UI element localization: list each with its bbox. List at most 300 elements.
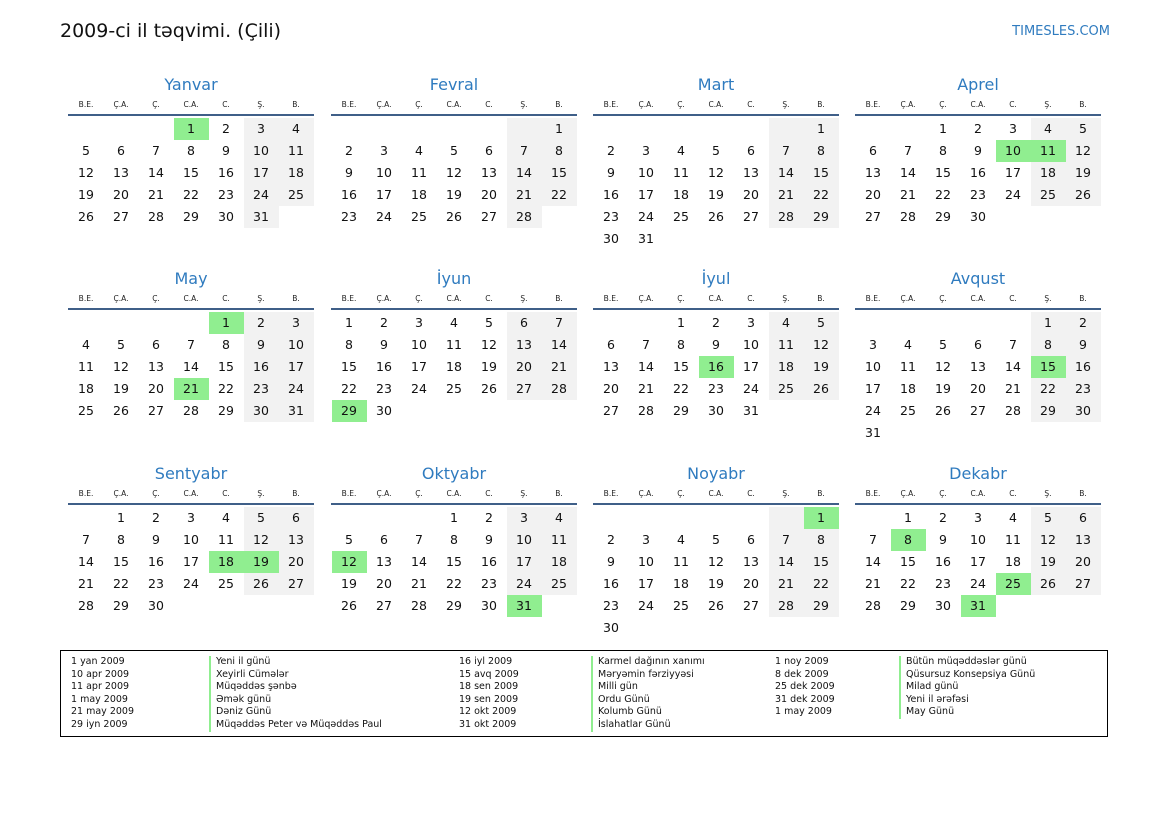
day-cell: 30 [376,403,392,418]
day-cell: 26 [708,209,724,224]
day-cell: 5 [82,143,90,158]
day-cell: 19 [1066,162,1101,184]
day-cell: 26 [244,573,279,595]
empty-day-cell [402,118,437,140]
weekday-label: C.A. [970,294,986,303]
empty-day-cell [769,507,804,529]
day-cell: 14 [183,359,199,374]
day-cell: 6 [607,337,615,352]
holiday-name: Kolumb Günü [591,706,705,719]
weekday-label: Ç. [939,100,947,109]
empty-day-cell [996,206,1031,228]
day-cell: 16 [935,554,951,569]
day-cell: 13 [865,165,881,180]
day-cell: 18 [279,162,314,184]
day-cell: 28 [1005,403,1021,418]
weekday-label: Ç. [677,100,685,109]
day-cell: 12 [78,165,94,180]
day-cell: 21 [769,184,804,206]
holiday-day-cell: 15 [1031,356,1066,378]
day-cell: 10 [638,165,654,180]
day-cell: 2 [152,510,160,525]
holiday-day-cell: 29 [332,400,367,422]
day-cell: 14 [148,165,164,180]
empty-day-cell [332,507,367,529]
month-block [68,463,314,617]
weekday-label: Ç.A. [900,489,916,498]
day-cell: 19 [804,356,839,378]
day-cell: 16 [603,576,619,591]
weekday-header [593,98,839,116]
day-cell: 23 [481,576,497,591]
weekday-label: B.E. [865,294,881,303]
day-cell: 14 [78,554,94,569]
month-name: İyul [701,269,731,288]
day-cell: 28 [183,403,199,418]
day-cell: 31 [743,403,759,418]
day-cell: 20 [507,356,542,378]
day-cell: 24 [411,381,427,396]
day-cell: 19 [341,576,357,591]
weekday-header [855,292,1101,310]
empty-day-cell [629,507,664,529]
month-block [68,74,314,228]
empty-day-cell [594,507,629,529]
weekday-label: C.A. [708,294,724,303]
day-cell: 8 [450,532,458,547]
day-cell: 22 [542,184,577,206]
day-cell: 6 [747,532,755,547]
weekday-label: Ş. [257,294,265,303]
day-cell: 22 [1031,378,1066,400]
day-cell: 17 [970,554,986,569]
day-cell: 8 [117,532,125,547]
weekday-label: B. [817,100,825,109]
holiday-name: May Günü [899,706,1035,719]
day-cell: 28 [769,206,804,228]
weekday-label: B. [1079,489,1087,498]
day-cell: 11 [446,337,462,352]
day-cell: 20 [113,187,129,202]
day-cell: 16 [218,165,234,180]
empty-day-cell [926,422,961,444]
day-cell: 10 [970,532,986,547]
day-cell: 4 [904,337,912,352]
empty-day-cell [664,118,699,140]
holiday-date: 25 dek 2009 [775,681,835,693]
empty-day-cell [139,118,174,140]
day-cell: 6 [279,507,314,529]
empty-day-cell [332,118,367,140]
day-cell: 12 [1031,529,1066,551]
empty-day-cell [1031,206,1066,228]
day-cell: 16 [148,554,164,569]
day-cell: 13 [970,359,986,374]
empty-day-cell [244,595,279,617]
day-cell: 22 [446,576,462,591]
day-cell: 15 [935,165,951,180]
month-block [593,74,839,250]
month-name: Mart [697,75,735,94]
day-cell: 22 [341,381,357,396]
day-cell: 23 [603,598,619,613]
holiday-day-cell: 21 [174,378,209,400]
holiday-date: 11 apr 2009 [71,681,130,693]
site-link[interactable]: TIMESLES.COM [1012,24,1110,39]
day-cell: 18 [1031,162,1066,184]
weekday-label: Ç.A. [638,294,654,303]
day-cell: 10 [638,554,654,569]
empty-day-cell [734,507,769,529]
day-cell: 24 [743,381,759,396]
day-cell: 17 [1005,165,1021,180]
day-cell: 27 [148,403,164,418]
day-cell: 17 [376,187,392,202]
day-cell: 8 [804,140,839,162]
holiday-date: 1 noy 2009 [775,656,829,667]
day-cell: 28 [78,598,94,613]
day-grid [69,505,315,617]
day-cell: 4 [1031,118,1066,140]
day-cell: 12 [935,359,951,374]
day-cell: 14 [638,359,654,374]
day-cell: 7 [82,532,90,547]
day-cell: 26 [804,378,839,400]
day-cell: 6 [380,532,388,547]
holiday-name: Müqəddəs Peter və Müqəddəs Paul [209,719,382,732]
weekday-label: B. [1079,100,1087,109]
weekday-label: Ç.A. [376,489,392,498]
day-cell: 25 [542,573,577,595]
day-cell: 5 [117,337,125,352]
day-cell: 23 [218,187,234,202]
empty-day-cell [856,312,891,334]
month-block [593,268,839,422]
day-cell: 31 [865,425,881,440]
empty-day-cell [69,118,104,140]
day-cell: 6 [507,312,542,334]
day-cell: 27 [481,209,497,224]
month-name: Dekabr [949,464,1007,483]
day-cell: 31 [638,231,654,246]
empty-day-cell [996,312,1031,334]
day-cell: 10 [376,165,392,180]
holiday-day-cell: 1 [209,312,244,334]
day-cell: 19 [446,187,462,202]
day-cell: 23 [970,187,986,202]
day-cell: 6 [974,337,982,352]
day-cell: 14 [507,162,542,184]
weekday-label: B.E. [78,294,94,303]
day-cell: 28 [148,209,164,224]
day-cell: 22 [935,187,951,202]
day-cell: 21 [638,381,654,396]
day-cell: 7 [869,532,877,547]
day-cell: 1 [542,118,577,140]
holiday-name: Yeni il günü [209,656,382,669]
day-cell: 17 [507,551,542,573]
month-block [855,463,1101,617]
page-title: 2009-ci il təqvimi. (Çili) [60,20,282,42]
weekday-label: Ş. [520,489,528,498]
day-grid [594,310,840,422]
holiday-date: 15 avq 2009 [459,668,519,680]
empty-day-cell [996,422,1031,444]
day-cell: 4 [279,118,314,140]
weekday-label: Ç.A. [376,294,392,303]
day-cell: 12 [481,337,497,352]
day-cell: 1 [450,510,458,525]
empty-day-cell [279,206,314,228]
day-cell: 24 [638,598,654,613]
weekday-label: Ç. [677,294,685,303]
empty-day-cell [69,507,104,529]
empty-day-cell [996,595,1031,617]
holiday-date: 18 sen 2009 [459,681,519,693]
month-block [855,268,1101,444]
holiday-dates-column [459,656,519,732]
day-cell: 3 [279,312,314,334]
day-cell: 11 [411,165,427,180]
month-block [331,463,577,617]
day-cell: 8 [222,337,230,352]
day-cell: 10 [279,334,314,356]
day-cell: 3 [415,315,423,330]
day-cell: 3 [974,510,982,525]
holiday-name: Milli gün [591,681,705,694]
day-cell: 20 [148,381,164,396]
weekday-label: Ş. [1044,294,1052,303]
day-cell: 5 [345,532,353,547]
holiday-list [60,650,1108,737]
weekday-header [855,98,1101,116]
day-cell: 31 [244,206,279,228]
day-cell: 16 [603,187,619,202]
weekday-label: B.E. [78,100,94,109]
weekday-label: C.A. [970,100,986,109]
weekday-label: C.A. [183,100,199,109]
empty-day-cell [1066,595,1101,617]
day-cell: 25 [218,576,234,591]
day-cell: 23 [935,576,951,591]
holiday-name: Məryəmin fərziyyəsi [591,669,705,682]
holiday-name: Dəniz Günü [209,706,382,719]
empty-day-cell [926,312,961,334]
weekday-header [593,292,839,310]
weekday-label: B. [555,100,563,109]
weekday-label: C.A. [446,294,462,303]
holiday-names-column [209,656,382,732]
day-cell: 2 [939,510,947,525]
day-cell: 4 [542,507,577,529]
month-block [593,463,839,639]
weekday-label: Ş. [520,294,528,303]
weekday-label: Ç. [152,489,160,498]
holiday-day-cell: 10 [996,140,1031,162]
day-cell: 17 [411,359,427,374]
month-block [331,268,577,422]
day-cell: 25 [446,381,462,396]
empty-day-cell [769,118,804,140]
empty-day-cell [769,228,804,250]
month-name: Oktyabr [421,464,487,483]
day-grid [332,505,578,617]
day-cell: 6 [485,143,493,158]
day-cell: 17 [279,356,314,378]
day-cell: 18 [900,381,916,396]
empty-day-cell [891,422,926,444]
holiday-name: Xeyirli Cümələr [209,669,382,682]
weekday-label: C. [1009,100,1017,109]
day-cell: 9 [380,337,388,352]
day-cell: 1 [939,121,947,136]
month-name: Noyabr [687,464,745,483]
weekday-header [331,98,577,116]
day-cell: 6 [152,337,160,352]
day-cell: 28 [769,595,804,617]
day-cell: 20 [865,187,881,202]
day-cell: 22 [183,187,199,202]
day-cell: 11 [1005,532,1021,547]
day-cell: 24 [638,209,654,224]
day-cell: 6 [747,143,755,158]
day-cell: 7 [507,140,542,162]
empty-day-cell [472,400,507,422]
day-cell: 10 [507,529,542,551]
day-cell: 12 [446,165,462,180]
day-cell: 9 [712,337,720,352]
day-cell: 2 [222,121,230,136]
day-cell: 27 [743,598,759,613]
day-cell: 26 [446,209,462,224]
day-cell: 20 [970,381,986,396]
weekday-label: C. [1009,294,1017,303]
weekday-label: C. [222,100,230,109]
day-cell: 21 [865,576,881,591]
weekday-label: Ç. [415,100,423,109]
day-cell: 5 [712,532,720,547]
day-cell: 14 [542,334,577,356]
holiday-day-cell: 8 [891,529,926,551]
weekday-label: C.A. [970,489,986,498]
empty-day-cell [699,228,734,250]
day-cell: 1 [677,315,685,330]
weekday-label: B.E. [603,100,619,109]
day-cell: 25 [1031,184,1066,206]
day-cell: 27 [376,598,392,613]
empty-day-cell [961,422,996,444]
weekday-label: Ş. [782,294,790,303]
empty-day-cell [664,507,699,529]
day-cell: 7 [152,143,160,158]
day-cell: 23 [1066,378,1101,400]
day-cell: 8 [804,529,839,551]
day-cell: 16 [481,554,497,569]
holiday-name: Yeni il ərəfəsi [899,694,1035,707]
day-cell: 30 [1066,400,1101,422]
month-name: Avqust [950,269,1006,288]
day-cell: 18 [1005,554,1021,569]
weekday-label: B. [555,294,563,303]
day-cell: 22 [113,576,129,591]
month-name: İyun [436,269,472,288]
holiday-date: 31 dek 2009 [775,693,835,705]
empty-day-cell [699,507,734,529]
day-cell: 21 [411,576,427,591]
day-cell: 17 [638,576,654,591]
day-cell: 20 [279,551,314,573]
day-cell: 15 [673,359,689,374]
weekday-label: B.E. [603,294,619,303]
day-cell: 19 [481,359,497,374]
holiday-date: 1 yan 2009 [71,656,125,667]
day-cell: 9 [974,143,982,158]
day-grid [594,116,840,250]
day-cell: 5 [485,315,493,330]
day-cell: 20 [743,576,759,591]
weekday-label: Ç. [152,100,160,109]
day-cell: 30 [935,598,951,613]
weekday-label: B. [1079,294,1087,303]
day-cell: 7 [187,337,195,352]
weekday-label: Ç.A. [638,100,654,109]
empty-day-cell [891,118,926,140]
weekday-label: C.A. [446,489,462,498]
empty-day-cell [664,617,699,639]
empty-day-cell [734,617,769,639]
day-cell: 5 [939,337,947,352]
empty-day-cell [629,118,664,140]
weekday-label: C.A. [183,294,199,303]
day-cell: 12 [244,529,279,551]
day-cell: 21 [148,187,164,202]
day-cell: 21 [507,184,542,206]
empty-day-cell [104,312,139,334]
holiday-name: Ordu Günü [591,694,705,707]
day-cell: 26 [78,209,94,224]
weekday-label: Ş. [520,100,528,109]
day-cell: 9 [152,532,160,547]
day-cell: 3 [869,337,877,352]
day-cell: 27 [743,209,759,224]
holiday-date: 1 may 2009 [71,693,128,705]
day-cell: 16 [341,187,357,202]
weekday-label: C. [747,294,755,303]
holiday-dates-column [775,656,835,719]
month-name: Sentyabr [154,464,228,483]
day-cell: 21 [769,573,804,595]
weekday-label: B. [292,294,300,303]
day-cell: 19 [78,187,94,202]
weekday-label: B.E. [865,489,881,498]
day-cell: 27 [603,403,619,418]
day-cell: 19 [708,576,724,591]
day-cell: 4 [677,143,685,158]
day-cell: 5 [244,507,279,529]
empty-day-cell [804,617,839,639]
holiday-date: 1 may 2009 [775,706,832,718]
day-cell: 9 [345,165,353,180]
day-cell: 29 [804,206,839,228]
day-cell: 4 [82,337,90,352]
day-grid [594,505,840,639]
holiday-day-cell: 25 [996,573,1031,595]
day-cell: 10 [865,359,881,374]
day-cell: 11 [78,359,94,374]
day-cell: 12 [804,334,839,356]
weekday-label: C.A. [708,100,724,109]
holiday-date: 31 okt 2009 [459,718,517,730]
